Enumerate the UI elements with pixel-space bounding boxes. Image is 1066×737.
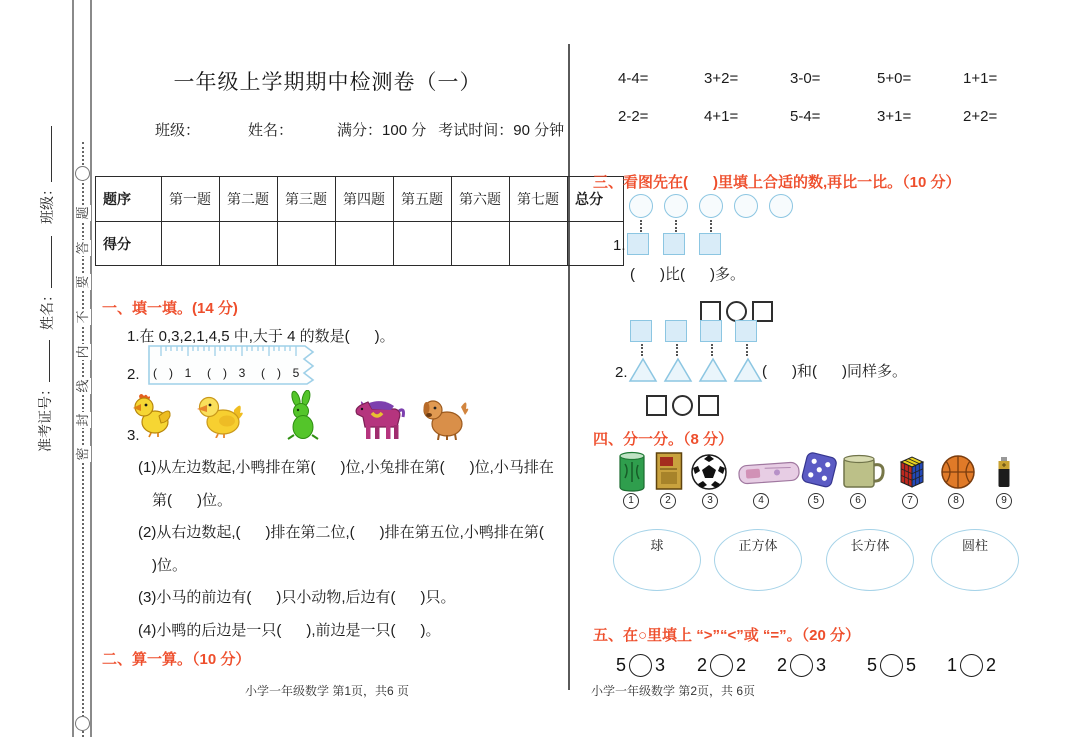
- math-problem: 3-0=: [790, 70, 821, 87]
- score-empty-cell: [452, 222, 510, 266]
- score-empty-cell: [162, 222, 220, 266]
- score-header-cell: 第二题: [220, 177, 278, 222]
- seal-char: 题: [75, 206, 90, 220]
- compare-square-shape: [665, 320, 687, 342]
- compare-triangle-shape: [698, 357, 728, 383]
- tea-tin-icon: [617, 451, 647, 493]
- answer-square-icon: [700, 301, 721, 322]
- margin-id-label: 准考证号：: [37, 382, 53, 452]
- compare-answer-circle: [960, 654, 983, 677]
- math-problem: 5+0=: [877, 70, 912, 87]
- seal-char: 封: [75, 413, 90, 427]
- score-empty-cell: [220, 222, 278, 266]
- match-dotted-line: [675, 220, 677, 232]
- category-label: 球: [650, 538, 664, 553]
- answer-circle-icon: [672, 395, 693, 416]
- soccer-ball-icon: [690, 453, 728, 491]
- section4-heading: 四、分一分。（8 分）: [593, 431, 734, 448]
- match-dotted-line: [676, 344, 678, 356]
- right-number: 5: [906, 655, 917, 675]
- right-number: 2: [986, 655, 997, 675]
- compare-circle-shape: [769, 194, 793, 218]
- margin-class-label: 班级：: [39, 182, 55, 224]
- ruler-icon: [147, 344, 321, 386]
- class-blank-line: [38, 126, 52, 182]
- compare-circle-shape: [664, 194, 688, 218]
- basketball-icon: [940, 454, 976, 490]
- score-header-cell: 第三题: [278, 177, 336, 222]
- q3-line: (1)从左边数起,小鸭排在第( )位,小兔排在第( )位,小马排在: [138, 459, 554, 476]
- object-number-badge: 1: [623, 493, 639, 509]
- object-number-badge: 7: [902, 493, 918, 509]
- score-header-cell: 总分: [568, 177, 624, 222]
- object-number-badge: 3: [702, 493, 718, 509]
- rubiks-cube-icon: [895, 454, 929, 490]
- left-number: 2: [697, 655, 708, 675]
- math-problem: 2-2=: [618, 108, 649, 125]
- compare-answer-circle: [629, 654, 652, 677]
- category-ellipse-ball: [613, 529, 701, 591]
- score-header-cell: 题序: [96, 177, 162, 222]
- margin-name-field: [37, 236, 57, 330]
- info-name-label: 姓名：: [248, 122, 294, 139]
- mug-icon: [840, 453, 886, 491]
- footer-page2: 小学一年级数学 第2页，共 6页: [591, 684, 756, 698]
- category-label: 正方体: [738, 538, 778, 553]
- seal-ring-bottom: [75, 716, 90, 731]
- score-table: [95, 176, 624, 266]
- comparison-item: [697, 654, 746, 677]
- section1-q2-label: 2.: [127, 366, 140, 383]
- object-number-badge: 6: [850, 493, 866, 509]
- math-problem: 1+1=: [963, 70, 998, 87]
- math-problem: 3+1=: [877, 108, 912, 125]
- q3-line: (4)小鸭的后边是一只( ),前边是一只( )。: [138, 622, 441, 639]
- page-title: 一年级上学期期中检测卷（一）: [173, 71, 482, 94]
- section1-q3-label: 3.: [127, 427, 140, 444]
- item1-answer: ( )比( )多。: [630, 266, 745, 283]
- dog-icon: [421, 394, 469, 440]
- answer-square-icon: [698, 395, 719, 416]
- book-icon: [655, 451, 683, 491]
- section1-heading: 一、填一填。(14 分): [102, 300, 238, 317]
- seal-char: 要: [75, 275, 90, 289]
- object-number-badge: 9: [996, 493, 1012, 509]
- match-dotted-line: [710, 220, 712, 232]
- object-number-badge: 2: [660, 493, 676, 509]
- score-header-cell: 第六题: [452, 177, 510, 222]
- answer-circle-icon: [726, 301, 747, 322]
- category-ellipse-cuboid: [826, 529, 914, 591]
- answer-square-icon: [646, 395, 667, 416]
- seal-char: 线: [75, 379, 90, 393]
- margin-class-field: [37, 126, 57, 224]
- battery-icon: [997, 455, 1011, 489]
- compare-square-shape: [663, 233, 685, 255]
- margin-id-field: [35, 340, 55, 452]
- dice-icon: [798, 449, 842, 493]
- seal-ring-top: [75, 166, 90, 181]
- compare-circle-shape: [734, 194, 758, 218]
- q3-line: 第( )位。: [152, 492, 232, 509]
- info-class-label: 班级：: [155, 122, 201, 139]
- comparison-item: [947, 654, 996, 677]
- math-problem: 3+2=: [704, 70, 739, 87]
- rabbit-icon: [284, 390, 322, 440]
- match-dotted-line: [711, 344, 713, 356]
- score-header-cell: 第七题: [510, 177, 568, 222]
- seal-border-left: [72, 0, 74, 737]
- answer-square-icon: [752, 301, 773, 322]
- score-empty-cell: [510, 222, 568, 266]
- pencil-case-icon: [737, 460, 801, 486]
- object-number-badge: 4: [753, 493, 769, 509]
- math-problem: 4-4=: [618, 70, 649, 87]
- info-line: [155, 122, 564, 140]
- q3-line: )位。: [152, 557, 187, 574]
- info-full-score: 满分：100 分: [337, 122, 427, 139]
- score-header-cell: 第五题: [394, 177, 452, 222]
- footer-page1: 小学一年级数学 第1页，共6 页: [245, 684, 410, 698]
- left-number: 5: [616, 655, 627, 675]
- compare-square-shape: [627, 233, 649, 255]
- compare-answer-circle: [710, 654, 733, 677]
- score-empty-cell: [336, 222, 394, 266]
- ruler-label: 5: [292, 366, 300, 380]
- compare-square-shape: [630, 320, 652, 342]
- object-number-badge: 8: [948, 493, 964, 509]
- chick-icon: [131, 392, 173, 438]
- id-blank-line: [36, 340, 50, 382]
- compare-answer-circle: [880, 654, 903, 677]
- compare-square-shape: [700, 320, 722, 342]
- ruler-label: ( ): [207, 366, 227, 380]
- section1-q1: 1.在 0,3,2,1,4,5 中,大于 4 的数是( )。: [127, 328, 395, 345]
- section3-heading: 三、看图先在( )里填上合适的数,再比一比。（10 分）: [593, 174, 961, 191]
- compare-circle-shape: [699, 194, 723, 218]
- score-header-cell: 第四题: [336, 177, 394, 222]
- item2-answer: ( )和( )同样多。: [762, 363, 907, 380]
- compare-triangle-shape: [663, 357, 693, 383]
- left-number: 1: [947, 655, 958, 675]
- category-label: 长方体: [850, 538, 890, 553]
- compare-square-shape: [735, 320, 757, 342]
- ruler-label: ( ): [261, 366, 281, 380]
- seal-char: 内: [75, 345, 90, 359]
- info-exam-time: 考试时间：90 分钟: [438, 122, 565, 139]
- comparison-item: [777, 654, 826, 677]
- margin-name-label: 姓名：: [39, 288, 55, 330]
- q3-line: (3)小马的前边有( )只小动物,后边有( )只。: [138, 589, 456, 606]
- right-number: 3: [816, 655, 827, 675]
- ruler-label: 3: [238, 366, 246, 380]
- math-problem: 2+2=: [963, 108, 998, 125]
- score-empty-cell: [278, 222, 336, 266]
- match-dotted-line: [746, 344, 748, 356]
- ruler-label: ( ): [153, 366, 173, 380]
- match-dotted-line: [641, 344, 643, 356]
- item1-label: 1.: [613, 237, 626, 254]
- name-blank-line: [38, 236, 52, 288]
- category-label: 圆柱: [961, 538, 988, 553]
- seal-char: 不: [75, 310, 90, 324]
- compare-triangle-shape: [628, 357, 658, 383]
- match-dotted-line: [640, 220, 642, 232]
- ruler-label: 1: [184, 366, 192, 380]
- score-row-label: 得分: [96, 222, 162, 266]
- score-empty-cell: [394, 222, 452, 266]
- horse-icon: [351, 397, 405, 441]
- answer-shapes-bottom: [646, 395, 719, 416]
- section5-heading: 五、在○里填上 “>”“<”或 “=”。（20 分）: [593, 627, 861, 644]
- answer-shapes-top: [700, 301, 773, 322]
- seal-dotted-line: [82, 142, 84, 737]
- object-number-badge: 5: [808, 493, 824, 509]
- duck-icon: [196, 392, 246, 438]
- seal-char: 答: [75, 241, 90, 255]
- category-ellipse-cylinder: [931, 529, 1019, 591]
- math-problem: 5-4=: [790, 108, 821, 125]
- comparison-item: [867, 654, 916, 677]
- compare-triangle-shape: [733, 357, 763, 383]
- compare-circle-shape: [629, 194, 653, 218]
- column-divider: [568, 44, 570, 690]
- math-problem: 4+1=: [704, 108, 739, 125]
- right-number: 2: [736, 655, 747, 675]
- q3-line: (2)从右边数起,( )排在第二位,( )排在第五位,小鸭排在第(: [138, 524, 544, 541]
- right-number: 3: [655, 655, 666, 675]
- seal-border-right: [90, 0, 92, 737]
- category-ellipse-cube: [714, 529, 802, 591]
- score-header-cell: 第一题: [162, 177, 220, 222]
- section2-heading: 二、算一算。（10 分）: [102, 651, 251, 668]
- seal-char: 密: [75, 447, 90, 461]
- compare-answer-circle: [790, 654, 813, 677]
- item2-label: 2.: [615, 364, 628, 381]
- comparison-item: [616, 654, 665, 677]
- left-number: 2: [777, 655, 788, 675]
- left-number: 5: [867, 655, 878, 675]
- compare-square-shape: [699, 233, 721, 255]
